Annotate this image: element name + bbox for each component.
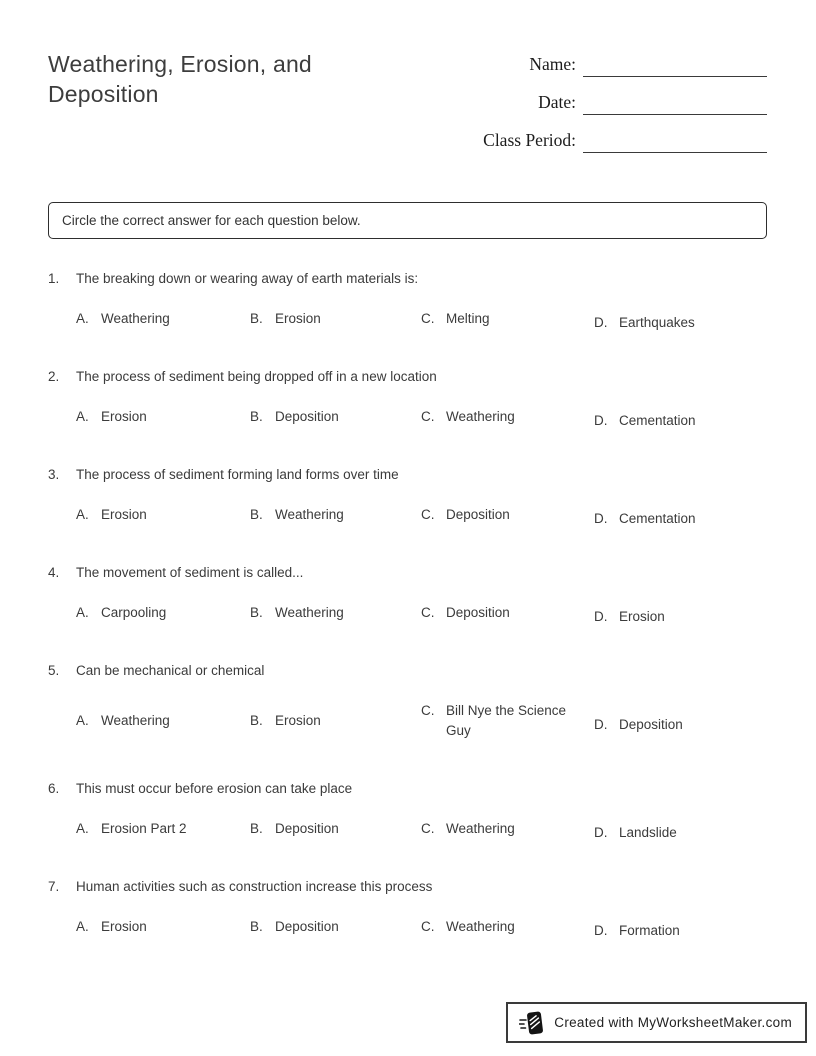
option[interactable] [76,407,250,427]
option[interactable] [250,407,421,427]
option-label: Weathering [275,507,344,522]
option-letter: B. [250,409,263,424]
question-line [48,661,767,681]
option-letter: A. [76,409,89,424]
option[interactable] [76,711,250,731]
option-label: Bill Nye the Science Guy [446,703,567,738]
question-text: Human activities such as construction increase this process [76,879,433,894]
option-letter: B. [250,919,263,934]
name-input-line[interactable] [583,53,767,77]
option-label: Weathering [275,605,344,620]
question-number: 2. [48,369,60,384]
question-line [48,465,767,485]
option[interactable] [76,505,250,525]
option[interactable] [250,711,421,731]
question-number: 4. [48,565,60,580]
option[interactable] [250,309,421,329]
question-number: 7. [48,879,60,894]
option-label: Erosion [275,713,321,728]
option-letter: D. [594,511,608,526]
option-label: Deposition [446,605,510,620]
option-label: Earthquakes [619,315,695,330]
option-label: Erosion [101,409,147,424]
option[interactable] [76,309,250,329]
option-label: Melting [446,311,490,326]
option[interactable] [250,603,421,623]
question-block [48,877,767,937]
footer-badge [506,1002,807,1043]
date-input-line[interactable] [583,91,767,115]
option-letter: A. [76,713,89,728]
option-letter: A. [76,311,89,326]
options-row [76,505,767,525]
option[interactable] [76,603,250,623]
question-text: The breaking down or wearing away of earth materials is: [76,271,419,286]
question-line [48,269,767,289]
option[interactable] [421,603,594,623]
option[interactable] [421,407,594,427]
option-label: Weathering [101,713,170,728]
class-period-input-line[interactable] [583,129,767,153]
question-block [48,779,767,839]
option-letter: A. [76,605,89,620]
option-letter: C. [421,821,435,836]
option[interactable] [594,313,767,333]
question-line [48,367,767,387]
option-letter: C. [421,605,435,620]
class-period-field-row [475,115,767,153]
instruction-text: Circle the correct answer for each question below. [62,213,361,228]
question-block [48,465,767,525]
option-label: Cementation [619,413,696,428]
option-label: Erosion [275,311,321,326]
option-letter: B. [250,311,263,326]
option[interactable] [594,607,767,627]
option-letter: A. [76,919,89,934]
option-letter: C. [421,409,435,424]
option-label: Deposition [619,717,683,732]
option-letter: C. [421,311,435,326]
option-letter: D. [594,717,608,732]
option[interactable] [76,819,250,839]
option[interactable] [421,505,594,525]
option[interactable] [421,917,594,937]
option-letter: B. [250,821,263,836]
option-label: Deposition [446,507,510,522]
name-field-row [475,39,767,77]
option-letter: D. [594,923,608,938]
header-fields [475,39,767,153]
option[interactable] [250,505,421,525]
option-label: Erosion [101,919,147,934]
option-label: Weathering [446,409,515,424]
question-line [48,779,767,799]
option-label: Carpooling [101,605,167,620]
questions-list [48,269,767,937]
option[interactable] [421,701,594,741]
option-label: Deposition [275,919,339,934]
option-letter: A. [76,507,89,522]
name-field-label: Name: [529,54,576,74]
option[interactable] [421,819,594,839]
option[interactable] [594,823,767,843]
option-label: Deposition [275,821,339,836]
question-number: 3. [48,467,60,482]
option-letter: B. [250,507,263,522]
page-title: Weathering, Erosion, and Deposition [48,51,312,107]
question-number: 6. [48,781,60,796]
question-block [48,367,767,427]
option-label: Erosion [619,609,665,624]
option-letter: D. [594,413,608,428]
question-text: This must occur before erosion can take place [76,781,353,796]
option[interactable] [594,509,767,529]
option-letter: D. [594,825,608,840]
question-text: The movement of sediment is called... [76,565,304,580]
options-row [76,603,767,623]
options-row [76,701,767,741]
options-row [76,309,767,329]
option-letter: A. [76,821,89,836]
question-line [48,877,767,897]
option-label: Erosion [101,507,147,522]
option-label: Weathering [101,311,170,326]
option-label: Cementation [619,511,696,526]
date-field-row [475,77,767,115]
worksheet-maker-icon [519,1009,545,1037]
header [48,48,767,202]
option[interactable] [594,411,767,431]
option[interactable] [594,921,767,941]
question-text: Can be mechanical or chemical [76,663,265,678]
question-block [48,563,767,623]
option-label: Landslide [619,825,677,840]
option-label: Formation [619,923,680,938]
option-letter: D. [594,609,608,624]
option-letter: B. [250,605,263,620]
question-line [48,563,767,583]
option-letter: B. [250,713,263,728]
option-label: Weathering [446,919,515,934]
question-number: 1. [48,271,60,286]
question-block [48,661,767,741]
footer-text: Created with MyWorksheetMaker.com [554,1015,792,1030]
question-text: The process of sediment forming land forms over time [76,467,399,482]
question-block [48,269,767,329]
option[interactable] [76,917,250,937]
instruction-box [48,202,767,239]
option-letter: C. [421,507,435,522]
options-row [76,917,767,937]
option-label: Erosion Part 2 [101,821,187,836]
option-letter: C. [421,919,435,934]
option[interactable] [250,917,421,937]
option-label: Deposition [275,409,339,424]
option-letter: C. [421,703,435,718]
options-row [76,407,767,427]
class-period-field-label: Class Period: [483,130,576,150]
option[interactable] [594,715,767,735]
question-number: 5. [48,663,60,678]
option-letter: D. [594,315,608,330]
option[interactable] [250,819,421,839]
question-text: The process of sediment being dropped off in a new location [76,369,437,384]
date-field-label: Date: [538,92,576,112]
option[interactable] [421,309,594,329]
options-row [76,819,767,839]
option-label: Weathering [446,821,515,836]
